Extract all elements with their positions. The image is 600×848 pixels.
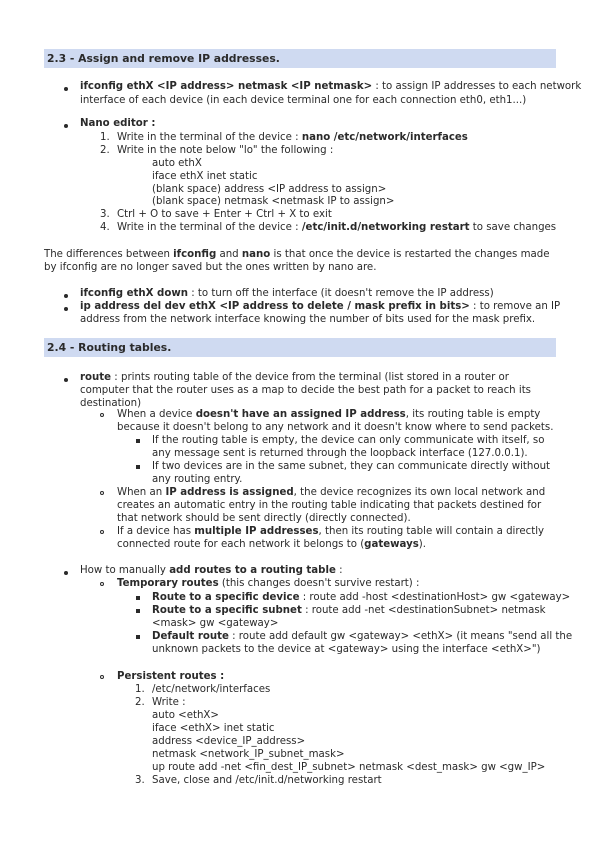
square-bullet-icon (136, 609, 140, 613)
step-number: 1. (100, 132, 110, 143)
circle-bullet-icon (100, 675, 104, 679)
route-line-3: destination) (80, 398, 142, 409)
default-route-line-1: Default route : route add default gw <gateway> <ethX> (it means "send all the (152, 631, 573, 642)
section-heading-2-4: 2.4 - Routing tables. (44, 338, 556, 357)
square-bullet-icon (136, 635, 140, 639)
temporary-routes-title: Temporary routes (this changes doesn't survive restart) : (117, 578, 420, 589)
step-number: 4. (100, 222, 110, 233)
bullet-icon (64, 124, 68, 128)
no-ip-line-2: because it doesn't belong to any network and it doesn't know where to send packets. (117, 422, 554, 433)
persistent-step-1: /etc/network/interfaces (152, 684, 271, 695)
step-number: 1. (135, 684, 145, 695)
step-3: Ctrl + O to save + Enter + Ctrl + X to exit (117, 209, 332, 220)
circle-bullet-icon (100, 530, 104, 534)
bullet-icon (64, 294, 68, 298)
bullet-icon (64, 378, 68, 382)
multiple-ip-line-1: If a device has multiple IP addresses, then its routing table will contain a directly (117, 526, 545, 537)
differences-paragraph-line-2: by ifconfig are no longer saved but the ones written by nano are. (44, 262, 377, 273)
empty-table-line-2: any message sent is returned through the loopback interface (127.0.0.1). (152, 448, 528, 459)
bullet-icon (64, 87, 68, 91)
square-bullet-icon (136, 465, 140, 469)
no-ip-line-1: When a device doesn't have an assigned IP address, its routing table is empty (117, 409, 541, 420)
ip-address-del-line-2: address from the network interface knowing the number of bits used for the mask prefix. (80, 314, 536, 325)
differences-paragraph-line-1: The differences between ifconfig and nano is that once the device is restarted the changes made (44, 249, 550, 260)
route-specific-device: Route to a specific device : route add -host <destinationHost> gw <gateway> (152, 592, 571, 603)
step-1: Write in the terminal of the device : nano /etc/network/interfaces (117, 132, 468, 143)
ifconfig-down-item: ifconfig ethX down : to turn off the interface (it doesn't remove the IP address) (80, 288, 494, 299)
nano-editor-title: Nano editor : (80, 118, 156, 129)
ifconfig-assign-line-1: ifconfig ethX <IP address> netmask <IP netmask> : to assign IP addresses to each network (80, 81, 582, 92)
section-heading-2-3: 2.3 - Assign and remove IP addresses. (44, 49, 556, 68)
same-subnet-line-1: If two devices are in the same subnet, they can communicate directly without (152, 461, 551, 472)
square-bullet-icon (136, 596, 140, 600)
step-number: 3. (100, 209, 110, 220)
code-line: netmask <network_IP_subnet_mask> (152, 749, 345, 760)
code-line: iface ethX inet static (152, 171, 258, 182)
step-2: Write in the note below "lo" the following : (117, 145, 334, 156)
bullet-icon (64, 571, 68, 575)
circle-bullet-icon (100, 582, 104, 586)
code-line: address <device_IP_address> (152, 736, 306, 747)
square-bullet-icon (136, 439, 140, 443)
code-line: (blank space) netmask <netmask IP to assign> (152, 196, 395, 207)
ip-assigned-line-2: creates an automatic entry in the routing table indicating that packets destined for (117, 500, 542, 511)
default-route-line-2: unknown packets to the device at <gateway> using the interface <ethX>") (152, 644, 541, 655)
code-line: auto ethX (152, 158, 202, 169)
persistent-step-2: Write : (152, 697, 186, 708)
route-specific-subnet-line-1: Route to a specific subnet : route add -net <destinationSubnet> netmask (152, 605, 546, 616)
code-line: up route add -net <fin_dest_IP_subnet> netmask <dest_mask> gw <gw_IP> (152, 762, 546, 773)
step-number: 3. (135, 775, 145, 786)
route-line-1: route : prints routing table of the device from the terminal (list stored in a router or (80, 372, 509, 383)
route-line-2: computer that the router uses as a map to decide the best path for a packet to reach its (80, 385, 531, 396)
how-to-add-routes: How to manually add routes to a routing table : (80, 565, 343, 576)
step-number: 2. (100, 145, 110, 156)
ifconfig-assign-line-2: interface of each device (in each device terminal one for each connection eth0, eth1...) (80, 95, 527, 106)
persistent-step-3: Save, close and /etc/init.d/networking restart (152, 775, 382, 786)
code-line: auto <ethX> (152, 710, 219, 721)
empty-table-line-1: If the routing table is empty, the device can only communicate with itself, so (152, 435, 545, 446)
persistent-routes-title: Persistent routes : (117, 671, 225, 682)
ip-assigned-line-3: that network should be sent directly (directly connected). (117, 513, 411, 524)
ip-assigned-line-1: When an IP address is assigned, the device recognizes its own local network and (117, 487, 546, 498)
step-4: Write in the terminal of the device : /etc/init.d/networking restart to save changes (117, 222, 557, 233)
circle-bullet-icon (100, 413, 104, 417)
ip-address-del-line-1: ip address del dev ethX <IP address to delete / mask prefix in bits> : to remove an IP (80, 301, 561, 312)
code-line: iface <ethX> inet static (152, 723, 275, 734)
code-line: (blank space) address <IP address to assign> (152, 184, 387, 195)
multiple-ip-line-2: connected route for each network it belongs to (gateways). (117, 539, 427, 550)
bullet-icon (64, 307, 68, 311)
same-subnet-line-2: any routing entry. (152, 474, 243, 485)
step-number: 2. (135, 697, 145, 708)
circle-bullet-icon (100, 491, 104, 495)
route-specific-subnet-line-2: <mask> gw <gateway> (152, 618, 279, 629)
